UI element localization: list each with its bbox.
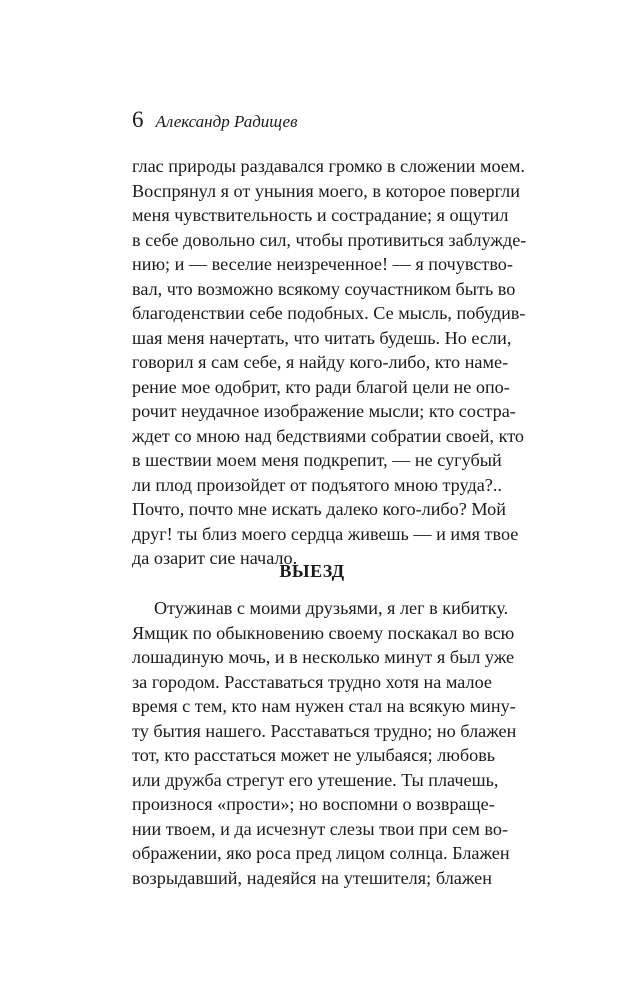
text-line: Отужинав с моими друзьями, я лег в кибитку.: [154, 598, 509, 618]
text-line: рение мое одобрит, кто ради благой цели не опо-: [132, 376, 510, 397]
chapter-title: ВЫЕЗД: [279, 561, 345, 581]
text-line: нию; и — веселие неизреченное! — я почувство-: [132, 254, 513, 274]
text-line: друг! ты близ моего сердца живешь — и имя твое: [132, 523, 519, 544]
text-line: за городом. Расставаться трудно хотя на малое: [132, 671, 492, 692]
text-line: Воспрянул я от уныния моего, в которое повергли: [132, 180, 520, 201]
text-line: или дружба стрегут его утешение. Ты плачешь,: [132, 769, 499, 790]
text-line: время с тем, кто нам нужен стал на всякую мину-: [132, 696, 516, 716]
text-line: лошадиную мочь, и в несколько минут я был уже: [132, 647, 515, 667]
text-line: ту бытия нашего. Расставаться трудно; но блажен: [132, 720, 517, 741]
text-line: тот, кто расстаться может не улыбаяся; любовь: [132, 745, 496, 765]
text-line: рочит неудачное изображение мысли; кто состра-: [132, 401, 516, 421]
text-line: глас природы раздавался громко в сложении моем.: [132, 156, 525, 176]
text-line: ли плод произойдет от подъятого мною труда?..: [132, 474, 502, 495]
text-line: произнося «прости»; но воспомни о возвраще-: [132, 794, 495, 814]
paragraph-continued: [132, 154, 527, 571]
text-line: вал, что возможно всякому соучастником быть во: [132, 278, 516, 299]
chapter-paragraph: [132, 596, 517, 890]
running-head: [132, 108, 297, 131]
text-line: благоденствии себе подобных. Се мысль, побудив-: [132, 303, 526, 323]
text-line: нии твоем, и да исчезнут слезы твои при сем во-: [132, 818, 509, 839]
page-number: 6: [132, 107, 144, 132]
text-line: Почто, почто мне искать далеко кого-либо? Мой: [132, 499, 506, 519]
text-line: в шествии моем меня подкрепит, — не сугубый: [132, 450, 502, 470]
running-head-author: Александр Радищев: [155, 112, 298, 131]
text-line: ждет со мною над бедствиями собратии своей, кто: [132, 425, 524, 446]
text-line: в себе довольно сил, чтобы противиться заблужде-: [132, 229, 527, 250]
text-line: меня чувствительность и сострадание; я ощутил: [132, 205, 509, 225]
text-line: говорил я сам себе, я найду кого-либо, кто наме-: [132, 352, 509, 372]
text-line: ображении, яко роса пред лицом солнца. Блажен: [132, 843, 510, 863]
text-line: да озарит сие начало.: [132, 548, 298, 568]
text-line: Ямщик по обыкновению своему поскакал во всю: [132, 622, 515, 643]
text-line: шая меня начертать, что читать будешь. Но если,: [132, 327, 512, 348]
text-line: возрыдавший, надеяйся на утешителя; блажен: [132, 867, 492, 888]
